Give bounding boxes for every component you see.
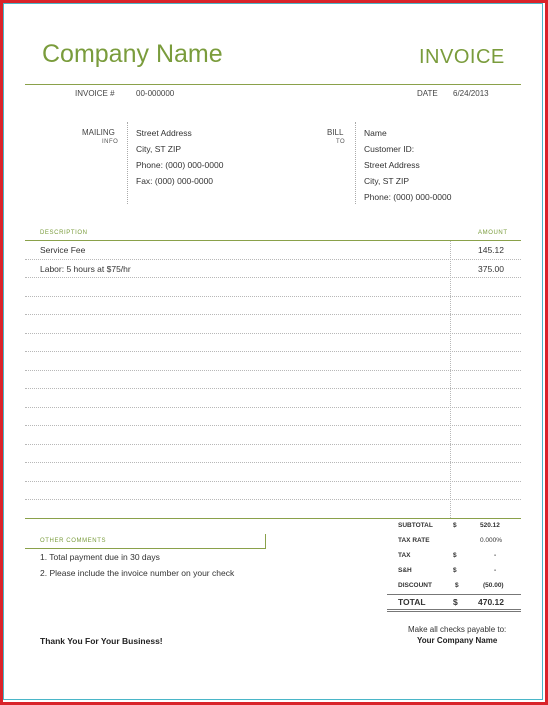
- table-row: [25, 333, 521, 334]
- bill-line-1[interactable]: Name: [364, 128, 387, 138]
- table-row: [25, 314, 521, 315]
- thank-you-message: Thank You For Your Business!: [40, 636, 163, 646]
- bill-divider: [355, 122, 356, 204]
- table-row: [25, 351, 521, 352]
- mailing-line-4[interactable]: Fax: (000) 000-0000: [136, 176, 214, 186]
- table-row: [25, 444, 521, 445]
- payable-to-line: Make all checks payable to:: [408, 625, 507, 634]
- comments-divider: [25, 548, 265, 549]
- bill-line-4[interactable]: City, ST ZIP: [364, 176, 410, 186]
- item-description-1[interactable]: Service Fee: [40, 245, 86, 255]
- tax-value: -: [494, 552, 497, 559]
- table-row: [25, 462, 521, 463]
- tax-label: TAX: [398, 552, 411, 559]
- shipping-value[interactable]: -: [494, 567, 497, 574]
- comments-header: OTHER COMMENTS: [40, 538, 107, 544]
- bill-line-5[interactable]: Phone: (000) 000-0000: [364, 192, 452, 202]
- subtotal-currency: $: [453, 522, 457, 529]
- mailing-line-2[interactable]: City, ST ZIP: [136, 144, 182, 154]
- amount-column-divider: [450, 241, 451, 518]
- table-row: [25, 259, 521, 260]
- item-description-2[interactable]: Labor: 5 hours at $75/hr: [40, 264, 131, 274]
- discount-label: DISCOUNT: [398, 582, 432, 589]
- tax-currency: $: [453, 552, 457, 559]
- table-row: [25, 296, 521, 297]
- amount-header: AMOUNT: [478, 230, 508, 236]
- shipping-label: S&H: [398, 567, 412, 574]
- table-row: [25, 481, 521, 482]
- table-row: [25, 425, 521, 426]
- table-row: [25, 407, 521, 408]
- mailing-line-3[interactable]: Phone: (000) 000-0000: [136, 160, 224, 170]
- comments-corner: [265, 534, 266, 549]
- mailing-sublabel: INFO: [102, 139, 119, 145]
- comment-line-1[interactable]: 1. Total payment due in 30 days: [40, 552, 160, 562]
- description-header: DESCRIPTION: [40, 230, 88, 236]
- total-underline-1: [387, 609, 521, 610]
- tax-rate-value[interactable]: 0.000%: [480, 537, 503, 544]
- table-row: [25, 277, 521, 278]
- mailing-label: MAILING: [82, 128, 115, 137]
- table-bottom-divider: [25, 518, 521, 519]
- bill-label: BILL: [327, 128, 344, 137]
- discount-value[interactable]: (50.00): [483, 582, 504, 589]
- date-value[interactable]: 6/24/2013: [453, 89, 489, 98]
- bill-sublabel: TO: [336, 139, 346, 145]
- total-value: 470.12: [478, 597, 504, 607]
- invoice-number-value[interactable]: 00-000000: [136, 89, 175, 98]
- subtotal-label: SUBTOTAL: [398, 522, 433, 529]
- table-header-divider: [25, 240, 521, 241]
- payable-to-name[interactable]: Your Company Name: [417, 636, 498, 645]
- item-amount-1[interactable]: 145.12: [478, 245, 504, 255]
- total-currency: $: [453, 597, 458, 607]
- shipping-currency: $: [453, 567, 457, 574]
- discount-currency: $: [455, 582, 459, 589]
- company-name: Company Name: [42, 40, 223, 68]
- item-amount-2[interactable]: 375.00: [478, 264, 504, 274]
- mailing-line-1[interactable]: Street Address: [136, 128, 192, 138]
- table-row: [25, 499, 521, 500]
- header-divider: [25, 84, 521, 85]
- subtotal-value: 520.12: [480, 522, 500, 529]
- mailing-divider: [127, 122, 128, 204]
- table-row: [25, 370, 521, 371]
- total-divider: [387, 594, 521, 595]
- table-row: [25, 388, 521, 389]
- bill-line-3[interactable]: Street Address: [364, 160, 420, 170]
- invoice-number-label: INVOICE #: [75, 89, 115, 98]
- date-label: DATE: [417, 89, 438, 98]
- total-label: TOTAL: [398, 597, 426, 607]
- invoice-title: INVOICE: [419, 46, 505, 68]
- bill-line-2[interactable]: Customer ID:: [364, 144, 415, 154]
- comment-line-2[interactable]: 2. Please include the invoice number on your check: [40, 568, 235, 578]
- tax-rate-label: TAX RATE: [398, 537, 430, 544]
- total-underline-2: [387, 611, 521, 612]
